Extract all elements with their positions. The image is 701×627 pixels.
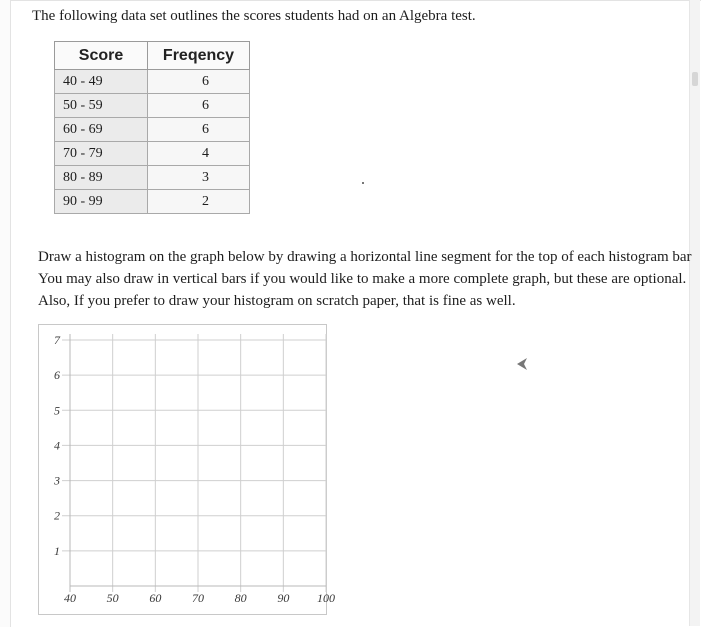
frequency-cell: 6 (148, 70, 250, 94)
y-tick-label: 1 (54, 543, 60, 558)
frequency-cell: 6 (148, 118, 250, 142)
frequency-table (54, 41, 250, 214)
instruction-line-2: You may also draw in vertical bars if you would like to make a more complete graph, but these are optional. (38, 271, 687, 287)
frequency-cell: 3 (148, 166, 250, 190)
table-row (55, 142, 250, 166)
table-row (55, 166, 250, 190)
x-tick-label: 90 (277, 591, 290, 605)
x-tick-label: 70 (192, 591, 204, 605)
x-tick-label: 40 (64, 591, 76, 605)
score-range-cell: 60 - 69 (55, 118, 148, 142)
scrollbar[interactable] (689, 0, 700, 626)
y-tick-label: 5 (54, 403, 60, 418)
score-range-cell: 50 - 59 (55, 94, 148, 118)
score-range-cell: 40 - 49 (55, 70, 148, 94)
instruction-line-1: Draw a histogram on the graph below by drawing a horizontal line segment for the top of each histogram bar (38, 249, 692, 265)
histogram-graph[interactable] (38, 324, 335, 616)
header-frequency: Freqency (148, 42, 250, 70)
table-row (55, 94, 250, 118)
intro-text: The following data set outlines the scores students had on an Algebra test. (32, 8, 476, 24)
table-row (55, 118, 250, 142)
table-row (55, 190, 250, 214)
stray-dot (362, 182, 364, 184)
instructions (38, 246, 692, 312)
frequency-cell: 2 (148, 190, 250, 214)
frequency-cell: 4 (148, 142, 250, 166)
x-tick-label: 60 (149, 591, 162, 605)
x-tick-label: 50 (106, 591, 119, 605)
y-tick-label: 7 (54, 333, 60, 347)
x-tick-label: 100 (317, 591, 335, 605)
score-range-cell: 90 - 99 (55, 190, 148, 214)
frequency-cell: 6 (148, 94, 250, 118)
y-tick-label: 2 (54, 508, 60, 523)
y-tick-label: 6 (54, 368, 60, 383)
header-score: Score (55, 42, 148, 70)
x-tick-label: 80 (234, 591, 247, 605)
score-range-cell: 80 - 89 (55, 166, 148, 190)
score-range-cell: 70 - 79 (55, 142, 148, 166)
table-row (55, 70, 250, 94)
y-tick-label: 3 (54, 473, 60, 488)
scrollbar-thumb[interactable] (692, 72, 698, 86)
instruction-line-3: Also, If you prefer to draw your histogram on scratch paper, that is fine as well. (38, 293, 516, 309)
y-tick-label: 4 (54, 438, 60, 453)
mouse-pointer-icon (515, 356, 529, 372)
